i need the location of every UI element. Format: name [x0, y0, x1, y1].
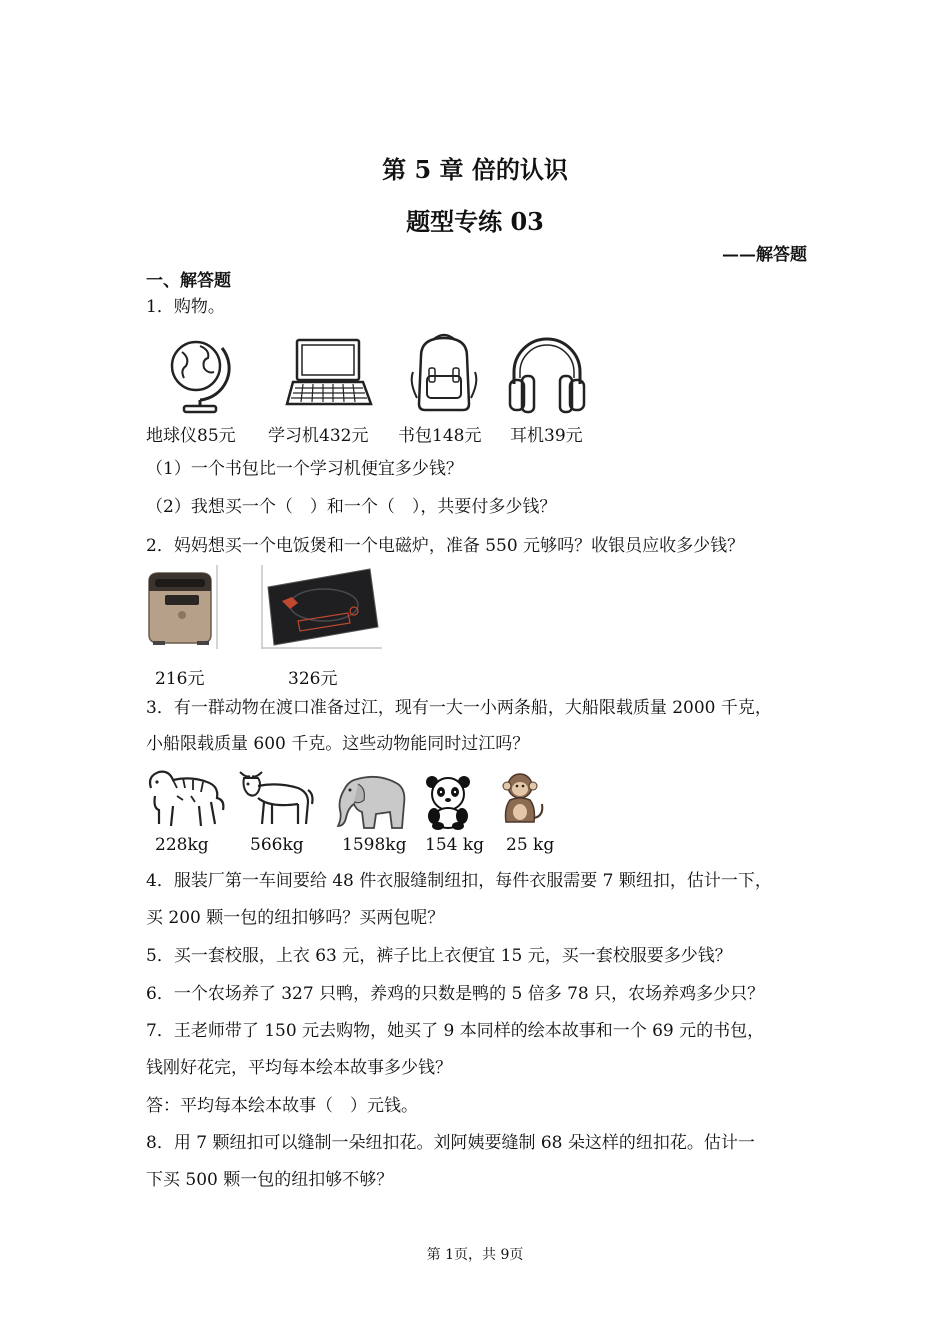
- question-2: 2．妈妈想买一个电饭煲和一个电磁炉，准备 550 元够吗？收银员应收多少钱？: [146, 536, 745, 556]
- laptop-label: 学习机432元: [268, 426, 369, 446]
- tiger-label: 228kg: [155, 835, 209, 855]
- globe-label: 地球仪85元: [146, 426, 236, 446]
- ox-icon: [236, 766, 314, 834]
- elephant-label: 1598kg: [342, 835, 407, 855]
- practice-title: 题型专练 03: [406, 207, 544, 236]
- laptop-icon: [285, 338, 375, 414]
- question-8-line-1: 8．用 7 颗纽扣可以缝制一朵纽扣花。刘阿姨要缝制 68 朵这样的纽扣花。估计一: [146, 1133, 755, 1153]
- chapter-title: 第 5 章 倍的认识: [382, 155, 568, 184]
- question-1-title: 1．购物。: [146, 297, 225, 317]
- question-4-line-1: 4．服装厂第一车间要给 48 件衣服缝制纽扣，每件衣服需要 7 颗纽扣，估计一下，: [146, 871, 772, 891]
- panda-label: 154 kg: [425, 835, 485, 855]
- monkey-label: 25 kg: [506, 835, 555, 855]
- question-7-answer: 答：平均每本绘本故事（ ）元钱。: [146, 1096, 418, 1116]
- induction-cooker-icon: [262, 565, 382, 653]
- rice-cooker-label: 216元: [155, 669, 205, 689]
- monkey-icon: [498, 770, 546, 834]
- question-type: ——解答题: [722, 245, 807, 265]
- question-3-line-1: 3．有一群动物在渡口准备过江，现有一大一小两条船，大船限载质量 2000 千克，: [146, 698, 772, 718]
- question-4-line-2: 买 200 颗一包的纽扣够吗？买两包呢？: [146, 908, 445, 928]
- question-7-line-1: 7．王老师带了 150 元去购物，她买了 9 本同样的绘本故事和一个 69 元的书包，: [146, 1021, 765, 1041]
- elephant-icon: [332, 770, 408, 834]
- page-number: 第 1页，共 9页: [426, 1247, 524, 1263]
- question-6: 6．一个农场养了 327 只鸭，养鸡的只数是鸭的 5 倍多 78 只，农场养鸡多少只？: [146, 984, 765, 1004]
- tiger-icon: [143, 766, 225, 834]
- section-heading: 一、解答题: [146, 271, 231, 291]
- rice-cooker-icon: [143, 565, 219, 653]
- question-1-sub-1: （1）一个书包比一个学习机便宜多少钱？: [146, 459, 463, 479]
- question-5: 5．买一套校服，上衣 63 元，裤子比上衣便宜 15 元，买一套校服要多少钱？: [146, 946, 732, 966]
- question-3-line-2: 小船限载质量 600 千克。这些动物能同时过江吗？: [146, 734, 530, 754]
- backpack-icon: [407, 332, 481, 416]
- question-1-sub-2: （2）我想买一个（ ）和一个（ ），共要付多少钱？: [146, 497, 557, 517]
- question-7-line-2: 钱刚好花完，平均每本绘本故事多少钱？: [146, 1058, 452, 1078]
- headphones-label: 耳机39元: [510, 426, 583, 446]
- ox-label: 566kg: [250, 835, 304, 855]
- headphones-icon: [506, 334, 588, 418]
- globe-icon: [160, 332, 240, 418]
- induction-cooker-label: 326元: [288, 669, 338, 689]
- panda-icon: [424, 774, 472, 832]
- backpack-label: 书包148元: [398, 426, 482, 446]
- question-8-line-2: 下买 500 颗一包的纽扣够不够？: [146, 1170, 394, 1190]
